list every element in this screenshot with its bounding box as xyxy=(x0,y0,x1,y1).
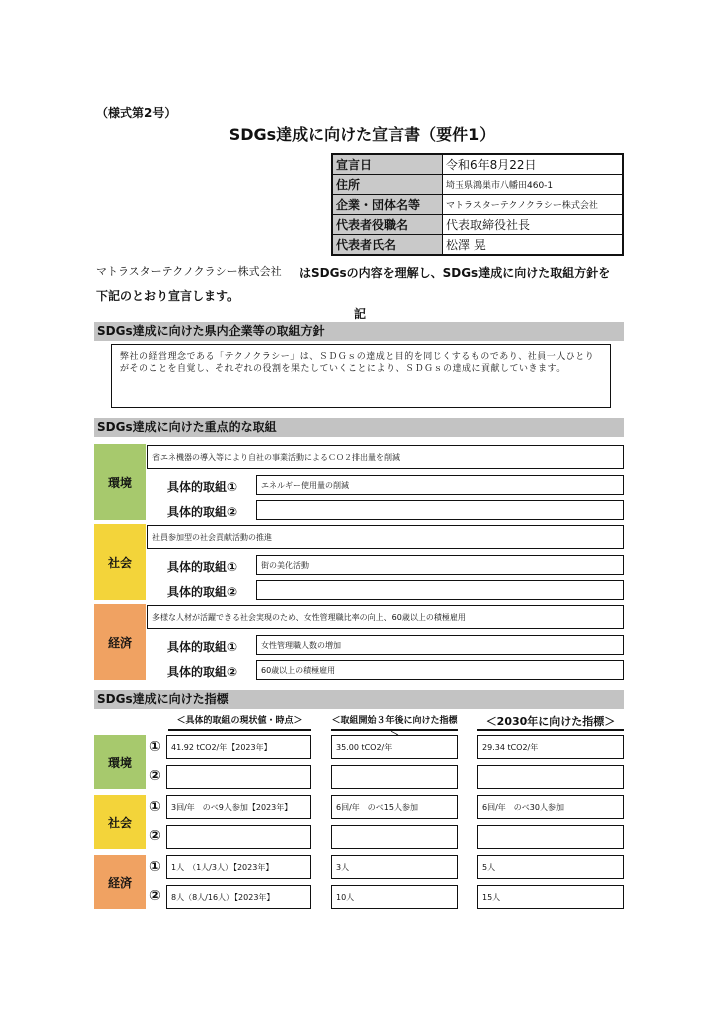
indicator-3years xyxy=(331,765,458,789)
indicator-category-economy: 経済 xyxy=(94,855,146,909)
document-title: SDGs達成に向けた宣言書（要件1） xyxy=(228,125,496,144)
effort-label: 具体的取組② xyxy=(167,505,238,519)
indicator-current xyxy=(166,825,311,849)
ki-mark: 記 xyxy=(354,307,367,321)
indicator-3years: 35.00 tCO2/年 xyxy=(331,735,458,759)
declaration-label: 企業・団体名等 xyxy=(332,195,443,215)
form-number: （様式第2号） xyxy=(96,106,177,120)
declaration-value: 松澤 晃 xyxy=(443,235,624,256)
effort-detail: 街の美化活動 xyxy=(256,555,624,575)
declaration-row-name xyxy=(332,235,623,256)
indicator-current: 8人（8人/16人）【2023年】 xyxy=(166,885,311,909)
declaration-label: 代表者氏名 xyxy=(332,235,443,256)
indicator-current: 1人 （1人/3人）【2023年】 xyxy=(166,855,311,879)
effort-detail: 女性管理職人数の増加 xyxy=(256,635,624,655)
declaration-row-title xyxy=(332,215,623,235)
category-environment: 環境 xyxy=(94,444,146,520)
effort-main: 多様な人材が活躍できる社会実現のため、女性管理職比率の向上、60歳以上の積極雇用 xyxy=(147,605,624,629)
indicator-2030: 15人 xyxy=(477,885,624,909)
policy-heading: SDGs達成に向けた県内企業等の取組方針 xyxy=(94,322,624,341)
indicator-2030 xyxy=(477,765,624,789)
indicator-2030 xyxy=(477,825,624,849)
declaration-row-address xyxy=(332,175,623,195)
effort-detail xyxy=(256,500,624,520)
declaration-label: 代表者役職名 xyxy=(332,215,443,235)
efforts-heading: SDGs達成に向けた重点的な取組 xyxy=(94,418,624,437)
indicator-3years: 6回/年 のべ15人参加 xyxy=(331,795,458,819)
col-header-3years: ＜取組開始３年後に向けた指標 xyxy=(331,714,458,731)
statement-line-2: 下記のとおり宣言します。 xyxy=(96,289,240,303)
row-mark: ① xyxy=(149,799,161,815)
row-mark: ② xyxy=(149,768,161,784)
effort-detail xyxy=(256,580,624,600)
row-mark: ① xyxy=(149,859,161,875)
declaration-value: 令和6年8月22日 xyxy=(443,154,624,175)
effort-label: 具体的取組① xyxy=(167,480,238,494)
policy-text: 弊社の経営理念である「テクノクラシー」は、ＳＤＧｓの達成と目的を同じくするものであり、社員一人ひとりがそのことを自覚し、それぞれの役割を果たしていくことにより、ＳＤＧｓの達成に貢献していきます。 xyxy=(111,344,611,408)
indicators-heading: SDGs達成に向けた指標 xyxy=(94,690,624,709)
row-mark: ② xyxy=(149,888,161,904)
effort-main: 省エネ機器の導入等により自社の事業活動によるＣＯ２排出量を削減 xyxy=(147,445,624,469)
declaration-label: 宣言日 xyxy=(332,154,443,175)
row-mark: ① xyxy=(149,739,161,755)
indicator-2030: 6回/年 のべ30人参加 xyxy=(477,795,624,819)
indicator-2030: 29.34 tCO2/年 xyxy=(477,735,624,759)
statement-line-1: はSDGsの内容を理解し、SDGs達成に向けた取組方針を xyxy=(299,266,611,280)
declaration-value: マトラスターテクノクラシー株式会社 xyxy=(443,195,624,215)
effort-label: 具体的取組② xyxy=(167,585,238,599)
statement-company: マトラスターテクノクラシー株式会社 xyxy=(96,265,282,278)
declaration-value: 埼玉県鴻巣市八幡田460-1 xyxy=(443,175,624,195)
indicator-3years xyxy=(331,825,458,849)
effort-label: 具体的取組② xyxy=(167,665,238,679)
indicator-current: 41.92 tCO2/年【2023年】 xyxy=(166,735,311,759)
col-header-current: ＜具体的取組の現状値・時点＞ xyxy=(168,714,311,731)
effort-label: 具体的取組① xyxy=(167,560,238,574)
col-header-2030: ＜2030年に向けた指標＞ xyxy=(477,714,624,731)
effort-label: 具体的取組① xyxy=(167,640,238,654)
declaration-row-company xyxy=(332,195,623,215)
category-society: 社会 xyxy=(94,524,146,600)
indicator-3years: 10人 xyxy=(331,885,458,909)
row-mark: ② xyxy=(149,828,161,844)
indicator-current: 3回/年 のべ9人参加【2023年】 xyxy=(166,795,311,819)
indicator-category-society: 社会 xyxy=(94,795,146,849)
effort-detail: エネルギー使用量の削減 xyxy=(256,475,624,495)
category-economy: 経済 xyxy=(94,604,146,680)
declaration-table xyxy=(331,153,624,256)
effort-detail: 60歳以上の積極雇用 xyxy=(256,660,624,680)
declaration-row-date xyxy=(332,154,623,175)
indicator-2030: 5人 xyxy=(477,855,624,879)
effort-main: 社員参加型の社会貢献活動の推進 xyxy=(147,525,624,549)
declaration-label: 住所 xyxy=(332,175,443,195)
indicator-category-environment: 環境 xyxy=(94,735,146,789)
indicator-3years: 3人 xyxy=(331,855,458,879)
indicator-current xyxy=(166,765,311,789)
declaration-value: 代表取締役社長 xyxy=(443,215,624,235)
